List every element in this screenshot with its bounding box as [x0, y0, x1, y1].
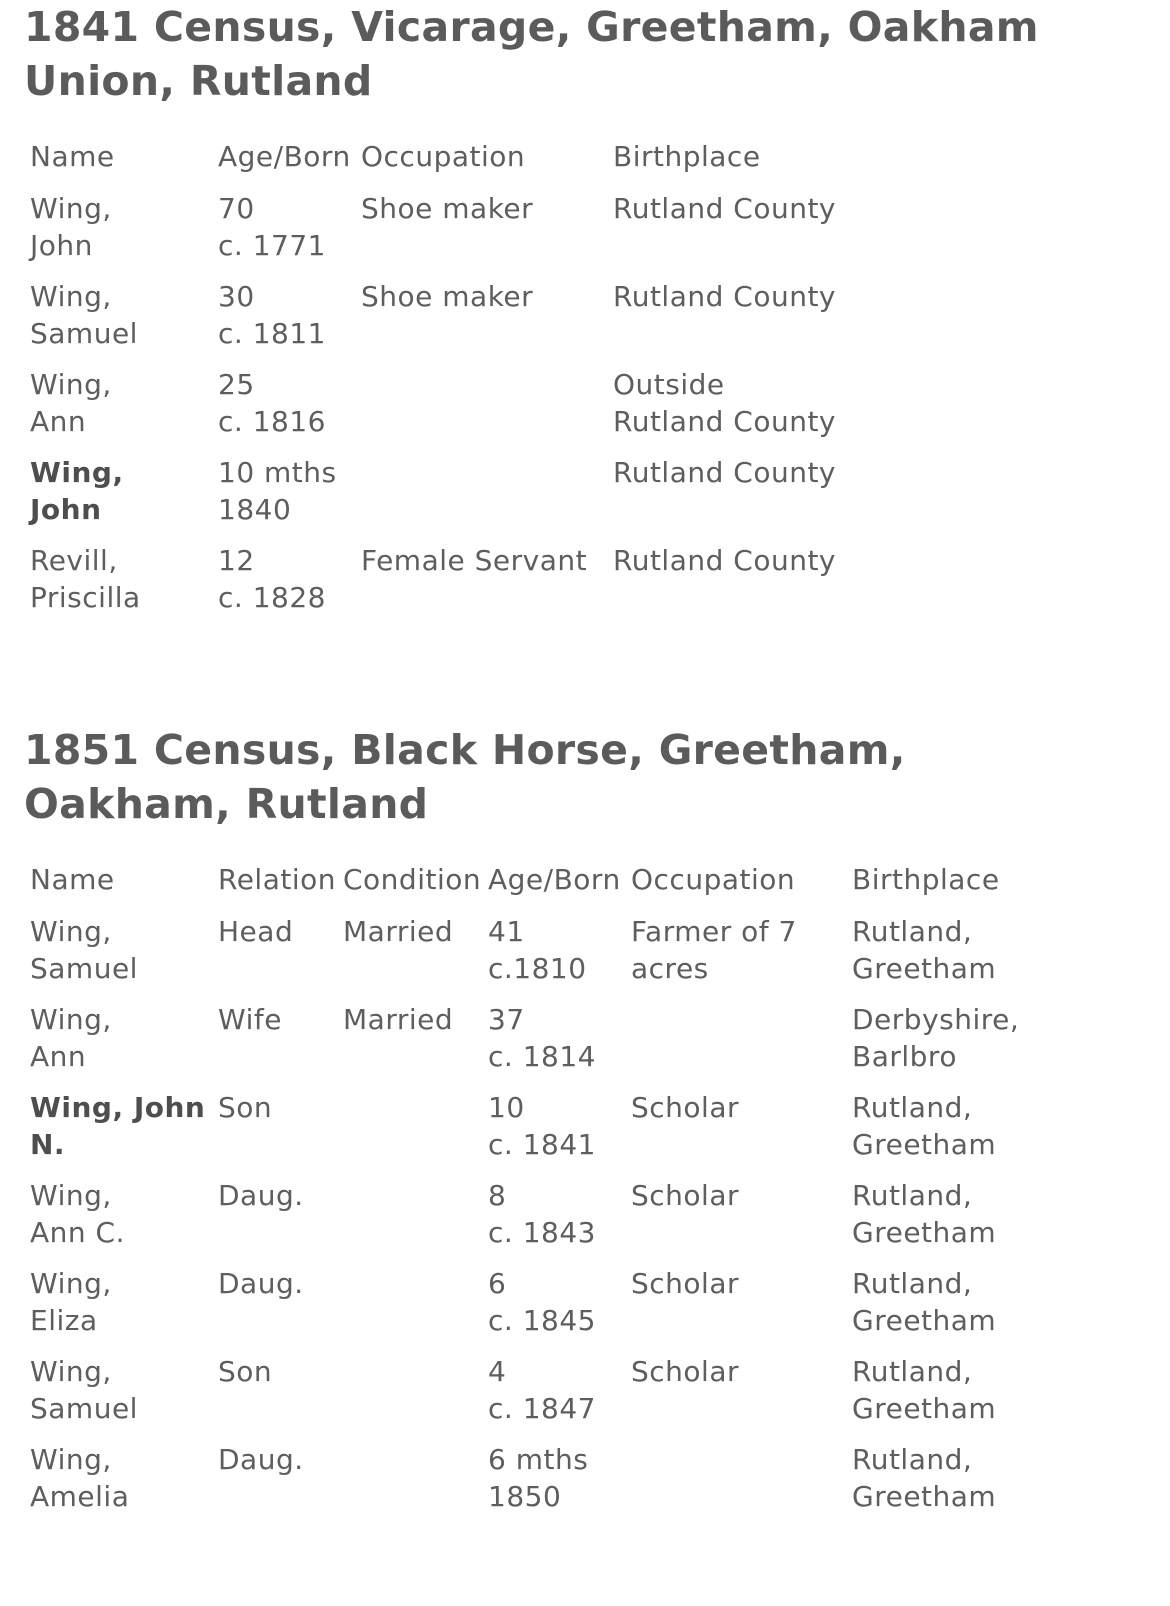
cell-birthplace [609, 190, 869, 278]
header-name: Name [30, 140, 115, 173]
birthplace-value: Rutland, [852, 915, 973, 948]
cell-occupation [357, 454, 609, 542]
cell-age [214, 190, 357, 278]
cell-condition [339, 1265, 484, 1353]
cell-relation: Daug. [218, 1267, 304, 1300]
table-row [26, 1265, 1048, 1353]
age-value: 6 mths [488, 1443, 589, 1476]
name-given: N. [30, 1128, 66, 1161]
cell-birthplace [848, 1265, 1048, 1353]
born-year: 1850 [488, 1480, 562, 1513]
occupation-value: Scholar [631, 1179, 739, 1212]
cell-condition [339, 1089, 484, 1177]
name-surname: Wing, [30, 1443, 112, 1476]
census-1851-table [26, 861, 1048, 1529]
birthplace-value-cont: Greetham [852, 1216, 997, 1249]
age-value: 25 [218, 368, 255, 401]
name-given: Ann [30, 405, 87, 438]
cell-name [26, 1089, 214, 1177]
cell-age [214, 454, 357, 542]
name-given: Ann C. [30, 1216, 125, 1249]
birthplace-value: Rutland, [852, 1091, 973, 1124]
birthplace-value: Rutland, [852, 1355, 973, 1388]
born-year: c. 1843 [488, 1216, 596, 1249]
cell-name [26, 1353, 214, 1441]
name-given: Eliza [30, 1304, 98, 1337]
cell-age [484, 1177, 627, 1265]
birthplace-value: Rutland County [613, 192, 837, 225]
name-surname: Wing, [30, 1179, 112, 1212]
cell-name [26, 1177, 214, 1265]
header-birthplace: Birthplace [852, 863, 1000, 896]
born-year: c. 1845 [488, 1304, 596, 1337]
age-value: 10 mths [218, 456, 337, 489]
name-surname: Wing, [30, 192, 112, 225]
birthplace-value-cont: Barlbro [852, 1040, 957, 1073]
cell-age [484, 1089, 627, 1177]
cell-condition [339, 1353, 484, 1441]
census-1851-section [24, 723, 1144, 1529]
cell-name [26, 1441, 214, 1529]
cell-name [26, 278, 214, 366]
born-year: c.1810 [488, 952, 587, 985]
age-value: 30 [218, 280, 255, 313]
cell-relation: Wife [218, 1003, 282, 1036]
table-row [26, 1001, 1048, 1089]
census-1841-title-line2: Union, Rutland [24, 57, 373, 105]
header-age-born: Age/Born [488, 863, 621, 896]
born-year: c. 1771 [218, 229, 326, 262]
cell-relation: Son [218, 1091, 273, 1124]
cell-name [26, 1265, 214, 1353]
census-1851-title-line2: Oakham, Rutland [24, 780, 429, 828]
cell-occupation [627, 913, 848, 1001]
cell-occupation [627, 1353, 848, 1441]
table-row-highlighted [26, 454, 869, 542]
cell-age [484, 1441, 627, 1529]
header-age-born: Age/Born [218, 140, 351, 173]
birthplace-value: Rutland County [613, 544, 837, 577]
birthplace-value-cont: Greetham [852, 1480, 997, 1513]
cell-name [26, 542, 214, 630]
occupation-value: Shoe maker [361, 280, 534, 313]
birthplace-value-cont: Rutland County [613, 405, 837, 438]
header-occupation: Occupation [361, 140, 526, 173]
cell-age [484, 913, 627, 1001]
birthplace-value: Rutland County [613, 456, 837, 489]
cell-condition: Married [343, 1003, 454, 1036]
birthplace-value: Derbyshire, [852, 1003, 1020, 1036]
cell-birthplace [848, 913, 1048, 1001]
cell-condition [339, 1441, 484, 1529]
census-1851-title-line1: 1851 Census, Black Horse, Greetham, [24, 726, 906, 774]
cell-relation: Daug. [218, 1443, 304, 1476]
name-given: Amelia [30, 1480, 130, 1513]
table-row-highlighted [26, 1089, 1048, 1177]
occupation-value-cont: acres [631, 952, 709, 985]
name-given: Samuel [30, 952, 138, 985]
name-surname: Wing, [30, 1355, 112, 1388]
birthplace-value-cont: Greetham [852, 1128, 997, 1161]
age-value: 8 [488, 1179, 507, 1212]
born-year: 1840 [218, 493, 292, 526]
cell-age [484, 1353, 627, 1441]
table-header-row [26, 138, 869, 190]
birthplace-value: Rutland County [613, 280, 837, 313]
birthplace-value-cont: Greetham [852, 1392, 997, 1425]
birthplace-value: Rutland, [852, 1267, 973, 1300]
cell-condition [339, 1177, 484, 1265]
birthplace-value: Rutland, [852, 1443, 973, 1476]
born-year: c. 1841 [488, 1128, 596, 1161]
name-surname: Wing, [30, 280, 112, 313]
header-condition: Condition [343, 863, 482, 896]
cell-birthplace [848, 1441, 1048, 1529]
table-row [26, 366, 869, 454]
cell-birthplace [848, 1001, 1048, 1089]
table-header-row [26, 861, 1048, 913]
census-1841-table [26, 138, 869, 630]
cell-condition: Married [343, 915, 454, 948]
cell-name [26, 913, 214, 1001]
age-value: 6 [488, 1267, 507, 1300]
cell-age [484, 1001, 627, 1089]
cell-birthplace [609, 542, 869, 630]
table-row [26, 913, 1048, 1001]
birthplace-value: Rutland, [852, 1179, 973, 1212]
born-year: c. 1847 [488, 1392, 596, 1425]
cell-occupation [357, 190, 609, 278]
cell-relation: Head [218, 915, 294, 948]
cell-birthplace [848, 1353, 1048, 1441]
cell-occupation [627, 1001, 848, 1089]
cell-age [484, 1265, 627, 1353]
table-row [26, 1441, 1048, 1529]
age-value: 4 [488, 1355, 507, 1388]
table-row [26, 1177, 1048, 1265]
name-given: Priscilla [30, 581, 141, 614]
header-birthplace: Birthplace [613, 140, 761, 173]
table-row [26, 278, 869, 366]
cell-occupation [357, 278, 609, 366]
name-given: Samuel [30, 317, 138, 350]
name-given: Ann [30, 1040, 87, 1073]
name-surname: Wing, [30, 915, 112, 948]
cell-birthplace [848, 1089, 1048, 1177]
cell-name [26, 454, 214, 542]
cell-age [214, 542, 357, 630]
census-1841-title [24, 0, 1144, 108]
name-given: Samuel [30, 1392, 138, 1425]
cell-occupation [357, 542, 609, 630]
census-1841-title-line1: 1841 Census, Vicarage, Greetham, Oakham [24, 3, 1039, 51]
born-year: c. 1828 [218, 581, 326, 614]
cell-birthplace [609, 366, 869, 454]
table-row [26, 1353, 1048, 1441]
age-value: 10 [488, 1091, 525, 1124]
cell-occupation [627, 1177, 848, 1265]
name-surname: Revill, [30, 544, 118, 577]
age-value: 12 [218, 544, 255, 577]
name-surname: Wing, [30, 456, 124, 489]
born-year: c. 1814 [488, 1040, 596, 1073]
born-year: c. 1816 [218, 405, 326, 438]
cell-occupation [627, 1441, 848, 1529]
occupation-value: Farmer of 7 [631, 915, 797, 948]
name-given: John [30, 229, 93, 262]
born-year: c. 1811 [218, 317, 326, 350]
cell-birthplace [609, 278, 869, 366]
cell-relation: Son [218, 1355, 273, 1388]
cell-age [214, 366, 357, 454]
cell-birthplace [848, 1177, 1048, 1265]
cell-occupation [627, 1089, 848, 1177]
header-relation: Relation [218, 863, 336, 896]
age-value: 37 [488, 1003, 525, 1036]
cell-relation: Daug. [218, 1179, 304, 1212]
occupation-value: Scholar [631, 1355, 739, 1388]
cell-age [214, 278, 357, 366]
cell-name [26, 1001, 214, 1089]
name-surname: Wing, [30, 368, 112, 401]
table-row [26, 542, 869, 630]
birthplace-value-cont: Greetham [852, 1304, 997, 1337]
cell-name [26, 190, 214, 278]
name-surname: Wing, John [30, 1091, 206, 1124]
census-1841-section [24, 0, 1144, 630]
name-surname: Wing, [30, 1267, 112, 1300]
cell-name [26, 366, 214, 454]
header-name: Name [30, 863, 115, 896]
birthplace-value: Outside [613, 368, 725, 401]
cell-birthplace [609, 454, 869, 542]
age-value: 41 [488, 915, 525, 948]
age-value: 70 [218, 192, 255, 225]
header-occupation: Occupation [631, 863, 796, 896]
birthplace-value-cont: Greetham [852, 952, 997, 985]
occupation-value: Scholar [631, 1267, 739, 1300]
occupation-value: Shoe maker [361, 192, 534, 225]
name-given: John [30, 493, 102, 526]
table-row [26, 190, 869, 278]
cell-occupation [627, 1265, 848, 1353]
occupation-value: Female Servant [361, 544, 588, 577]
occupation-value: Scholar [631, 1091, 739, 1124]
name-surname: Wing, [30, 1003, 112, 1036]
cell-occupation [357, 366, 609, 454]
census-1851-title [24, 723, 1144, 831]
